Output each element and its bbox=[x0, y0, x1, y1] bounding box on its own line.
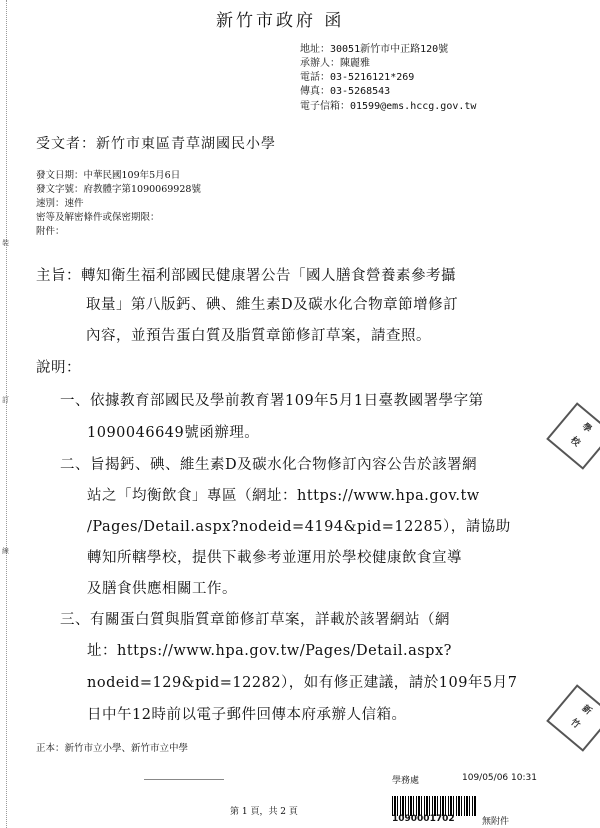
recipient: 受文者：新竹市東區青草湖國民小學 bbox=[36, 136, 276, 152]
stamp-office: 學務處 bbox=[392, 776, 420, 786]
issue-date: 發文日期：中華民國109年5月6日 bbox=[36, 170, 181, 181]
item-2-line-4: 轉知所轄學校，提供下載參考並運用於學校健康飲食宣導 bbox=[87, 550, 462, 566]
barcode-number: 1090001702 bbox=[392, 814, 455, 824]
stamp-datetime: 109/05/06 10:31 bbox=[462, 773, 537, 783]
item-2-line-3: /Pages/Detail.aspx?nodeid=4194&pid=12285），請協助 bbox=[87, 519, 511, 535]
margin-mark-line: 線 bbox=[2, 547, 9, 555]
city-seal-stamp: 新 竹 bbox=[546, 684, 600, 752]
doc-number: 發文字號：府教體字第1090069928號 bbox=[36, 184, 201, 195]
item-2-line-5: 及膳食供應相關工作。 bbox=[87, 581, 237, 597]
header-contact-person: 承辦人：陳麗雅 bbox=[300, 58, 370, 69]
subject-line-3: 內容，並預告蛋白質及脂質章節修訂草案，請查照。 bbox=[86, 328, 431, 344]
item-1-line-2: 1090046649號函辦理。 bbox=[87, 425, 260, 441]
subject-line-1: 主旨：轉知衛生福利部國民健康署公告「國人膳食營養素參考攝 bbox=[36, 268, 456, 284]
secrecy-level: 密等及解密條件或保密期限： bbox=[36, 212, 160, 223]
school-seal-stamp: 學 校 bbox=[546, 402, 600, 470]
page-number: 第 1 頁，共 2 頁 bbox=[230, 807, 298, 817]
item-2-line-2: 站之「均衡飲食」專區（網址：https://www.hpa.gov.tw bbox=[87, 488, 480, 504]
barcode bbox=[392, 796, 476, 816]
binding-dotted-line bbox=[6, 0, 7, 828]
item-2-line-1: 二、旨揭鈣、碘、維生素D及碳水化合物修訂內容公告於該署網 bbox=[60, 457, 478, 473]
attachment: 附件： bbox=[36, 226, 65, 237]
item-3-line-2: 址：https://www.hpa.gov.tw/Pages/Detail.aspx? bbox=[87, 643, 452, 659]
attachment-note: 無附件 bbox=[482, 817, 510, 827]
header-phone: 電話：03-5216121*269 bbox=[300, 72, 415, 83]
subject-line-2: 取量」第八版鈣、碘、維生素D及碳水化合物章節增修訂 bbox=[86, 297, 459, 313]
margin-mark-order: 訂 bbox=[2, 396, 9, 404]
explanation-label: 說明： bbox=[36, 360, 81, 376]
header-address: 地址：30051新竹市中正路120號 bbox=[300, 44, 449, 55]
margin-mark-bind: 裝 bbox=[2, 239, 9, 247]
item-3-line-1: 三、有關蛋白質與脂質章節修訂草案，詳載於該署網站（網 bbox=[60, 612, 450, 628]
copy-to: 正本：新竹市立小學、新竹市立中學 bbox=[36, 743, 189, 754]
item-3-line-3: nodeid=129&pid=12282），如有修正建議，請於109年5月7 bbox=[87, 675, 518, 691]
document-title: 新竹市政府 函 bbox=[216, 11, 345, 31]
header-fax: 傳真：03-5268543 bbox=[300, 86, 391, 97]
item-1-line-1: 一、依據教育部國民及學前教育署109年5月1日臺教國署學字第 bbox=[60, 393, 484, 409]
item-3-line-4: 日中午12時前以電子郵件回傳本府承辦人信箱。 bbox=[87, 707, 407, 723]
delivery-speed: 速別：速件 bbox=[36, 198, 84, 209]
header-email[interactable]: 電子信箱：01599@ems.hccg.gov.tw bbox=[300, 101, 477, 112]
footer-divider bbox=[144, 779, 224, 780]
